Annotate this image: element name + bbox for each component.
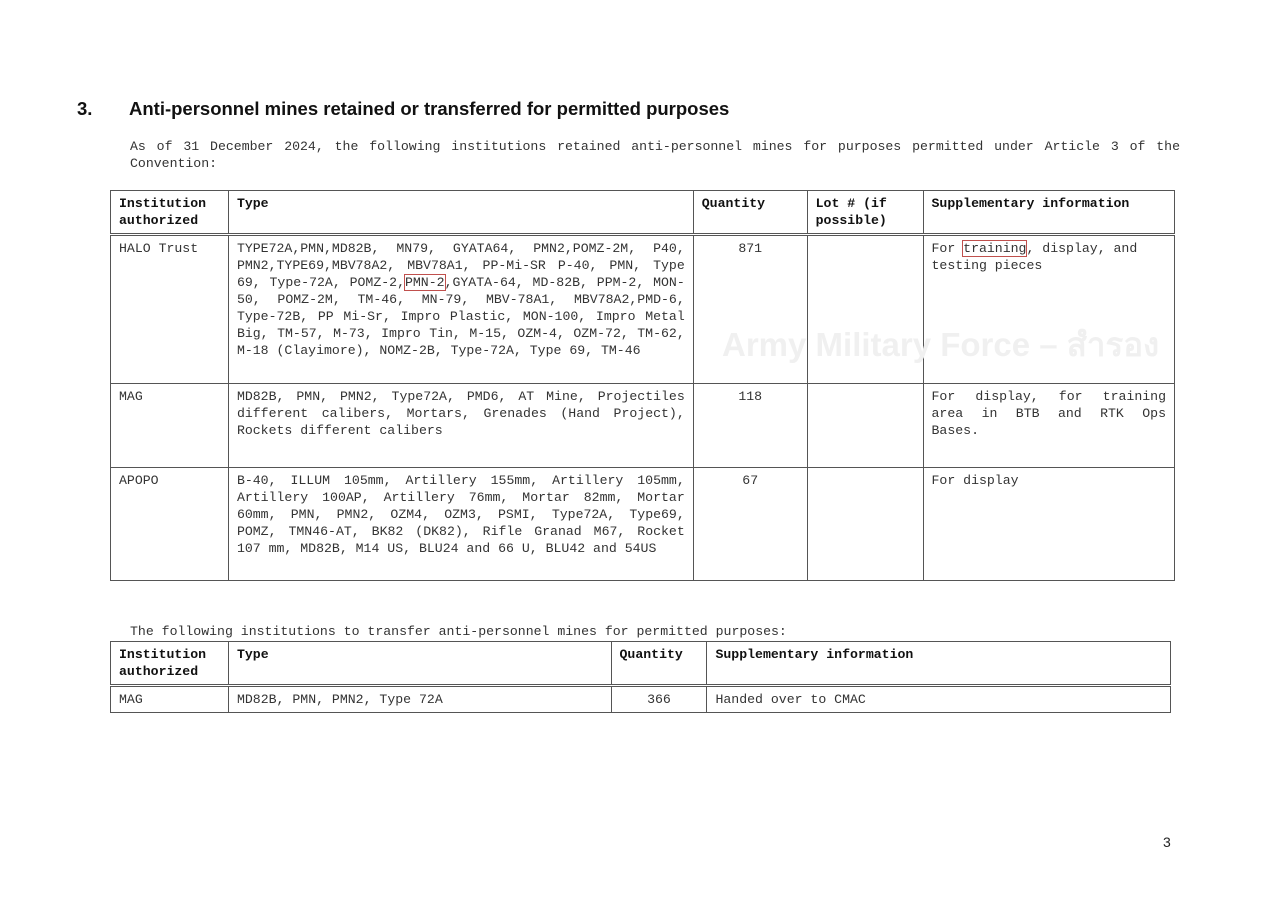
retained-mines-table <box>110 190 1175 581</box>
cell-type: MD82B, PMN, PMN2, Type72A, PMD6, AT Mine, Projectiles different calibers, Mortars, Grenades (Hand Project), Rockets different calibers <box>228 384 693 468</box>
watermark: Army Military Force – สำรอง <box>722 326 1160 363</box>
transfer-mines-table <box>110 641 1171 713</box>
table-header-row <box>111 191 1175 235</box>
header-institution: Institution authorized <box>111 642 229 686</box>
table-row <box>111 468 1175 581</box>
cell-institution: MAG <box>111 686 229 713</box>
transfer-caption: The following institutions to transfer anti-personnel mines for permitted purposes: <box>130 624 787 639</box>
type-text: TYPE72A,PMN,MD82B, MN79, GYATA64, PMN2,POMZ-2M, P40, PMN2,TYPE69,MBV78A2, MBV78A1, PP-Mi-SR P-40, PMN, Type 69, Type-72A, POMZ-2, <box>236 241 685 290</box>
cell-info <box>923 235 1175 384</box>
header-institution: Institution authorized <box>111 191 229 235</box>
type-text-rest: ,GYATA-64, MD-82B, PPM-2, MON-50, POMZ-2M, TM-46, MN-79, MBV-78A1, MBV78A2,PMD-6, Type-72B, PP Mi-Sr, Impro Plastic, MON-100, Impro Metal Big, TM-57, M-73, Impro Tin, M-15, OZM-4, OZM-72, TM-62, M-18 (Clayimore), NOMZ-2B, Type-72A, Type 69, TM-46 <box>236 275 685 358</box>
table-row <box>111 686 1171 713</box>
section-title: Anti-personnel mines retained or transferred for permitted purposes <box>129 98 730 119</box>
cell-institution: MAG <box>111 384 229 468</box>
header-quantity: Quantity <box>693 191 807 235</box>
info-text-rest: , display, and testing pieces <box>931 241 1138 273</box>
cell-quantity: 871 <box>693 235 807 384</box>
cell-institution: APOPO <box>111 468 229 581</box>
cell-info: Handed over to CMAC <box>707 686 1171 713</box>
header-quantity: Quantity <box>611 642 707 686</box>
info-text: For <box>931 241 964 256</box>
cell-lot <box>807 384 923 468</box>
page-number: 3 <box>1163 834 1171 850</box>
cell-lot <box>807 235 923 384</box>
cell-quantity: 118 <box>693 384 807 468</box>
header-info: Supplementary information <box>923 191 1175 235</box>
header-lot: Lot # (if possible) <box>807 191 923 235</box>
section-number: 3. <box>77 98 93 119</box>
header-type: Type <box>228 642 611 686</box>
table-header-row <box>111 642 1171 686</box>
table-row <box>111 384 1175 468</box>
cell-type: B-40, ILLUM 105mm, Artillery 155mm, Artillery 105mm, Artillery 100AP, Artillery 76mm, Mortar 82mm, Mortar 60mm, PMN, PMN2, OZM4, OZM3, PSMI, Type72A, Type69, POMZ, TMN46-AT, BK82 (DK82), Rifle Granad M67, Rocket 107 mm, MD82B, M14 US, BLU24 and 66 U, BLU42 and 54US <box>228 468 693 581</box>
table-row <box>111 235 1175 384</box>
highlighted-type: PMN-2 <box>404 275 445 290</box>
section-heading <box>77 98 729 120</box>
highlighted-info: training <box>963 241 1027 256</box>
cell-type <box>228 235 693 384</box>
section-intro: As of 31 December 2024, the following institutions retained anti-personnel mines for purposes permitted under Article 3 of the Convention: <box>130 139 1180 171</box>
cell-type: MD82B, PMN, PMN2, Type 72A <box>228 686 611 713</box>
header-info: Supplementary information <box>707 642 1171 686</box>
cell-quantity: 366 <box>611 686 707 713</box>
cell-institution: HALO Trust <box>111 235 229 384</box>
header-type: Type <box>228 191 693 235</box>
cell-quantity: 67 <box>693 468 807 581</box>
cell-info: For display, for training area in BTB and RTK Ops Bases. <box>923 384 1175 468</box>
cell-info: For display <box>923 468 1175 581</box>
cell-lot <box>807 468 923 581</box>
